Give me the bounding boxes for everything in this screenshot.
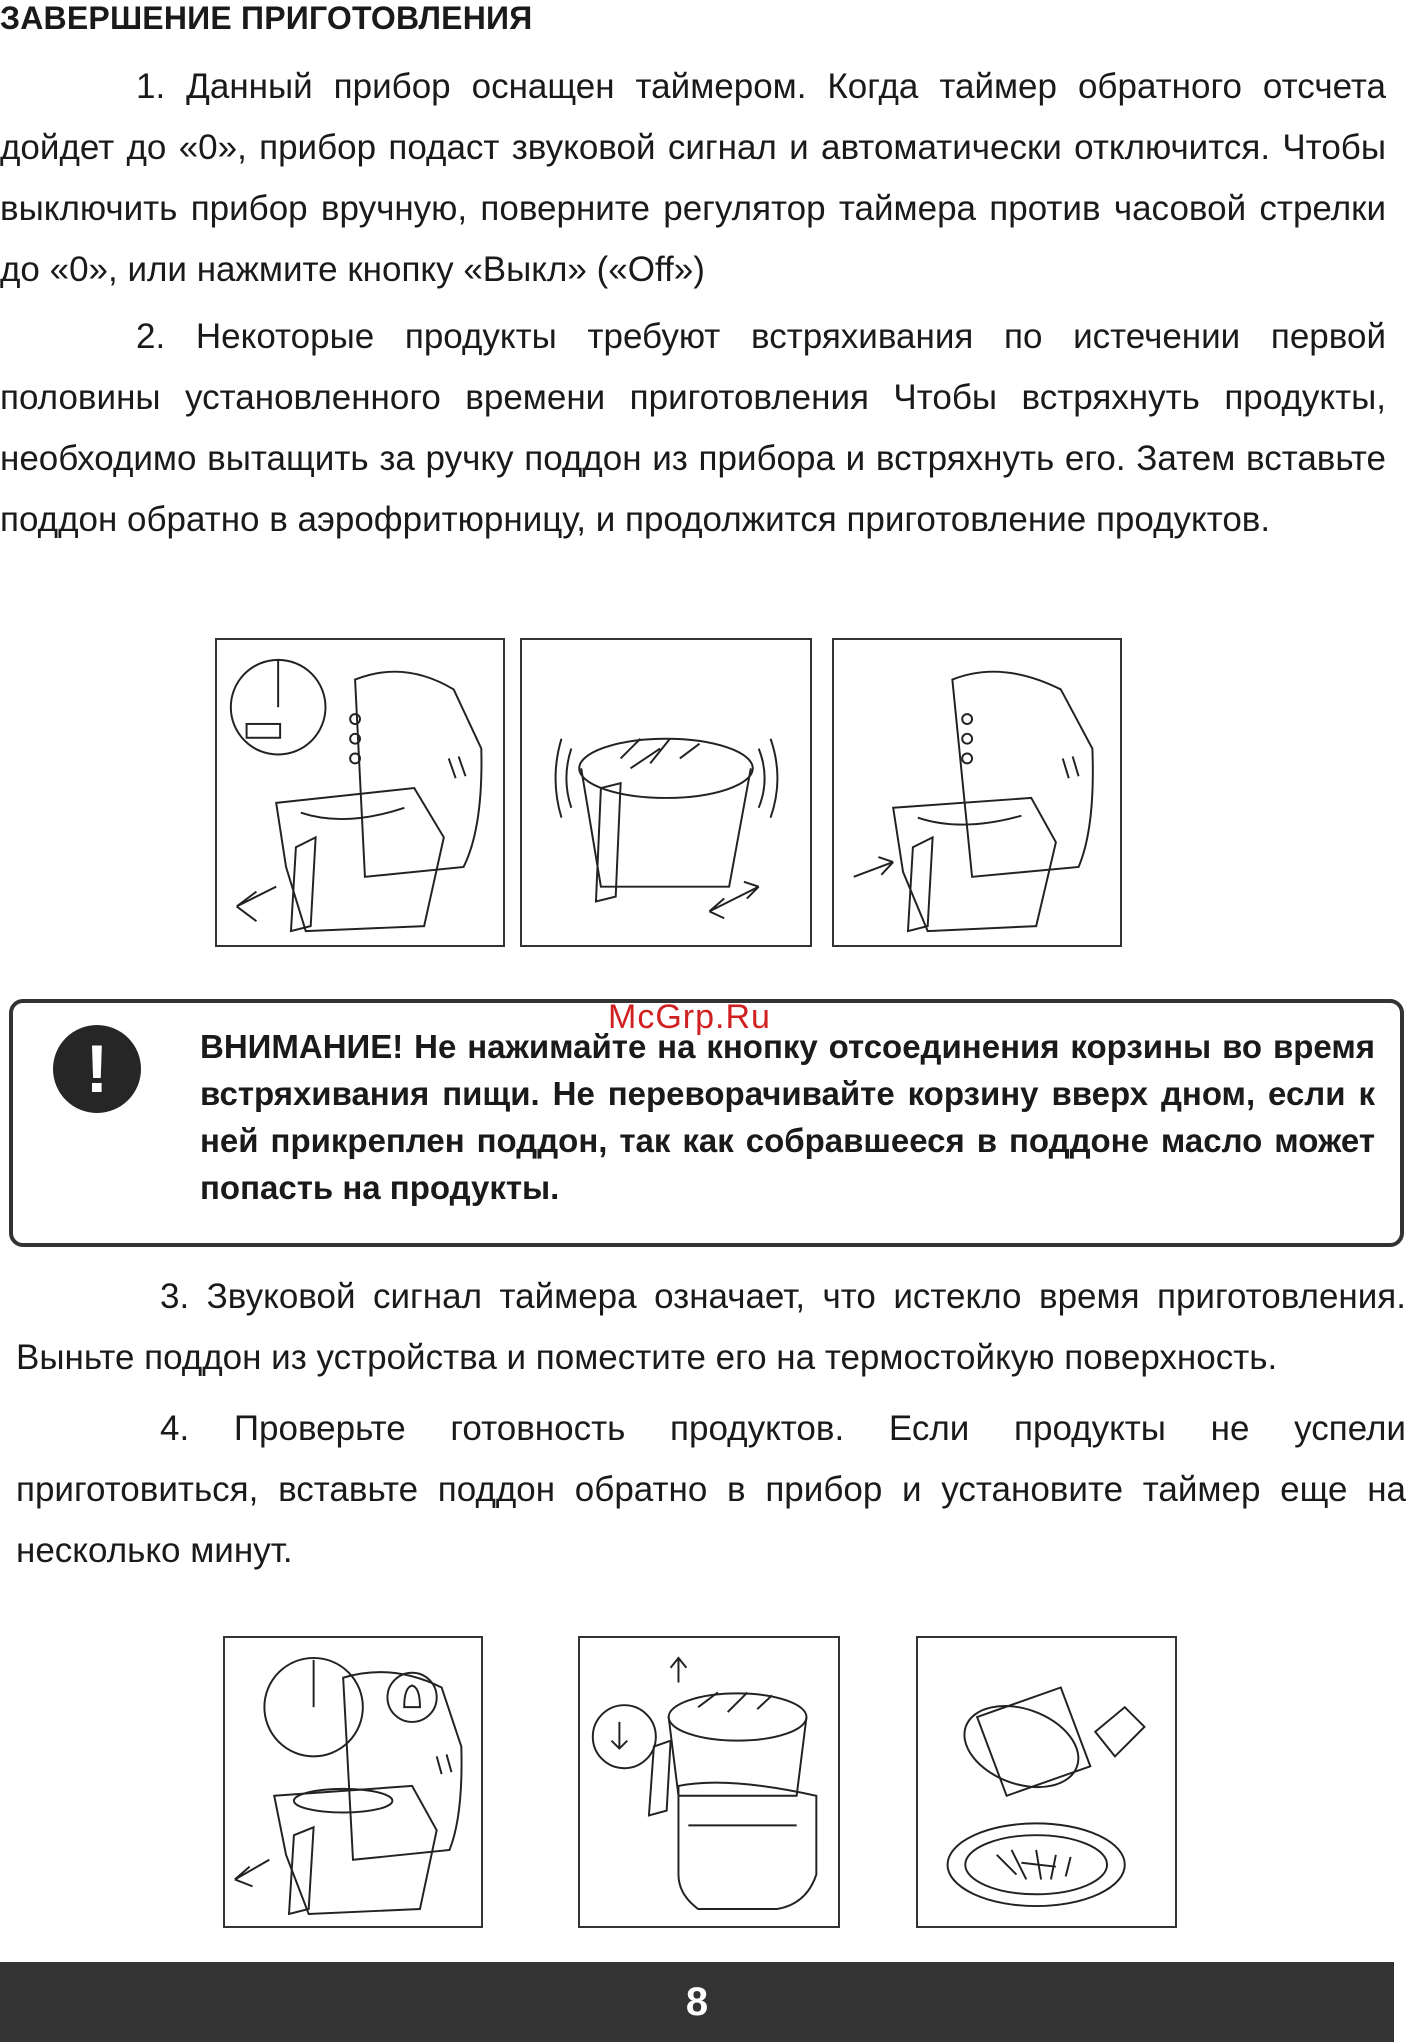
figure-pull-out-basket xyxy=(215,638,505,947)
shake-basket-icon xyxy=(522,640,810,945)
paragraph-2-text: 2. Некоторые продукты требуют встряхивания по истечении первой половины установленного времени приготовления Чтобы встряхнуть продукты, необходимо вытащить за ручку поддон из прибора и встряхнуть его. Затем вставьте поддон обратно в аэрофритюрницу, и продолжится приготовление продуктов. xyxy=(0,317,1386,539)
page-number: 8 xyxy=(685,1980,709,2024)
figure-remove-basket xyxy=(578,1636,840,1928)
page-number-bar xyxy=(0,1962,1394,2042)
basket-pour-icon xyxy=(918,1638,1175,1926)
paragraph-4-text: 4. Проверьте готовность продуктов. Если продукты не успели приготовиться, вставьте поддон обратно в прибор и установите таймер еще на несколько минут. xyxy=(16,1409,1406,1570)
section-heading: ЗАВЕРШЕНИЕ ПРИГОТОВЛЕНИЯ xyxy=(0,0,533,36)
paragraph-1 xyxy=(0,56,1386,300)
figure-shake-basket xyxy=(520,638,812,947)
warning-text: ВНИМАНИЕ! Не нажимайте на кнопку отсоединения корзины во время встряхивания пищи. Не переворачивайте корзину вверх дном, если к ней прикреплен поддон, так как собравшееся в поддоне масло может попасть на продукты. xyxy=(200,1028,1375,1206)
watermark: McGrp.Ru xyxy=(608,998,771,1036)
paragraph-4 xyxy=(16,1398,1406,1581)
fryer-insert-icon xyxy=(834,640,1120,945)
figure-insert-basket xyxy=(832,638,1122,947)
figure-timer-signal xyxy=(223,1636,483,1928)
paragraph-2 xyxy=(0,306,1386,550)
paragraph-1-text: 1. Данный прибор оснащен таймером. Когда таймер обратного отсчета дойдет до «0», прибор подаст звуковой сигнал и автоматически отключится. Чтобы выключить прибор вручную, поверните регулятор таймера против часовой стрелки до «0», или нажмите кнопку «Выкл» («Off») xyxy=(0,67,1386,289)
basket-release-icon xyxy=(580,1638,838,1926)
exclamation-icon: ! xyxy=(53,1025,141,1113)
paragraph-3 xyxy=(16,1266,1406,1388)
paragraph-3-text: 3. Звуковой сигнал таймера означает, что истекло время приготовления. Выньте поддон из устройства и поместите его на термостойкую поверхность. xyxy=(16,1277,1406,1377)
figure-empty-basket xyxy=(916,1636,1177,1928)
fryer-timer-bell-icon xyxy=(225,1638,481,1926)
fryer-pull-icon xyxy=(217,640,503,945)
